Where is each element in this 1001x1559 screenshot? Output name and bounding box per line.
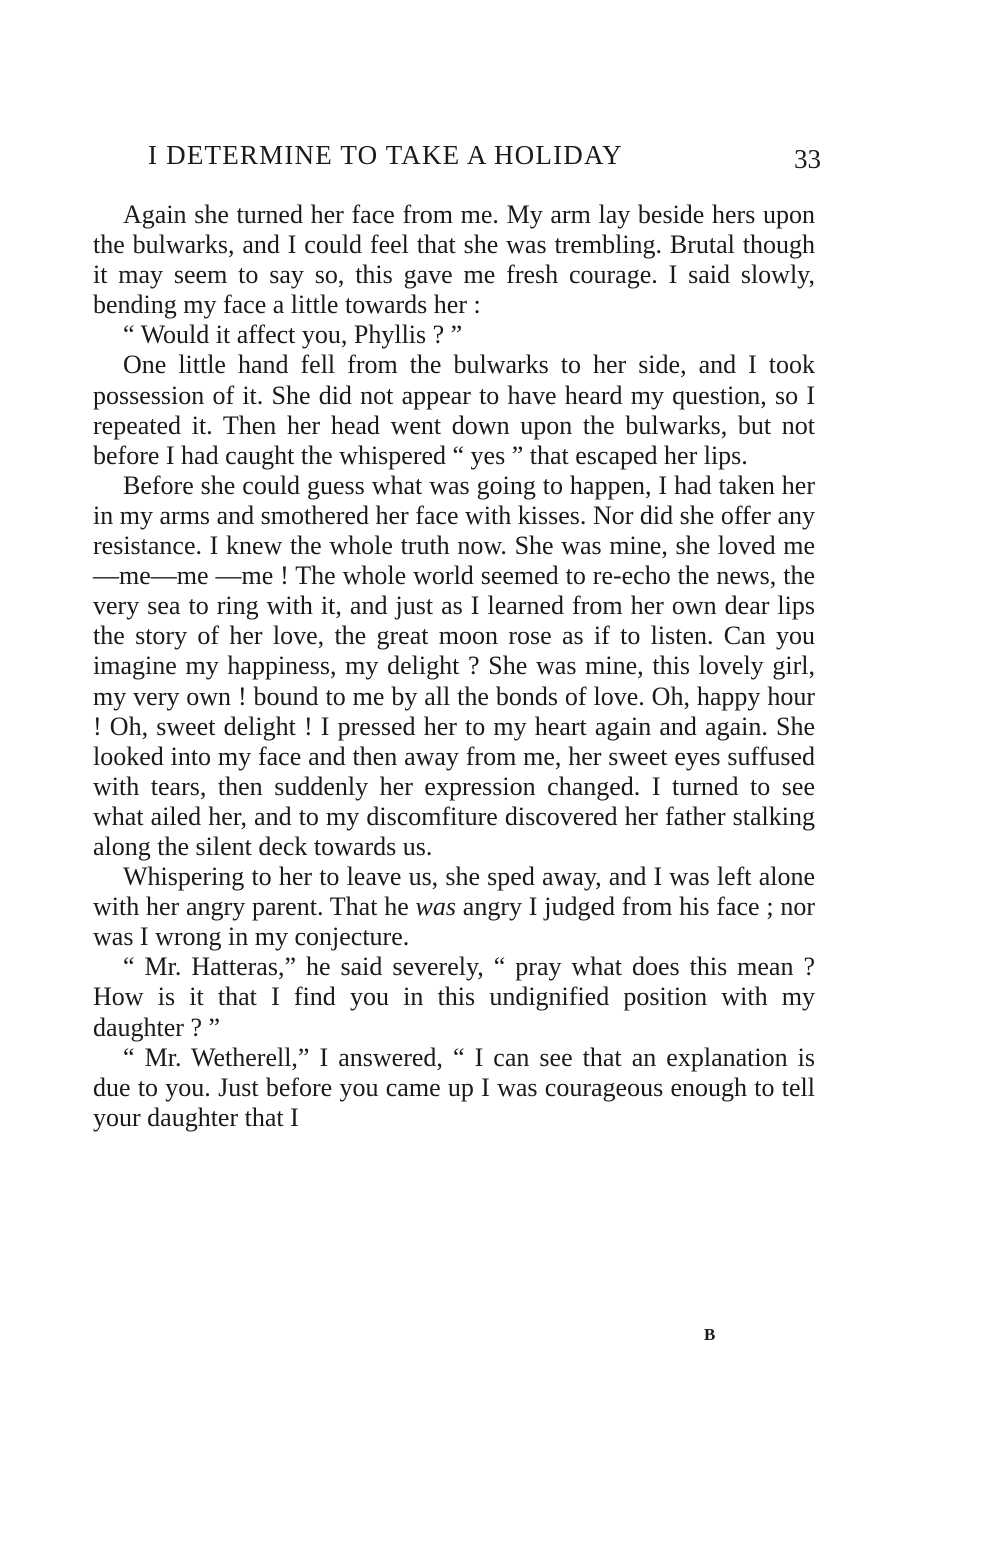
body-text <box>93 200 815 1133</box>
signature-mark: B <box>704 1325 716 1344</box>
paragraph: Again she turned her face from me. My arm lay beside hers upon the bulwarks, and I could feel that she was trembling. Brutal though it may seem to say so, this gave me fresh courage. I said slowly, bending my face a little towards her : <box>93 200 815 320</box>
paragraph: “ Mr. Wetherell,” I answered, “ I can see that an explanation is due to you. Just before you came up I was courageous enough to tell your daughter that I <box>93 1042 815 1132</box>
paragraph: “ Would it affect you, Phyllis ? ” <box>123 320 463 350</box>
paragraph: One little hand fell from the bulwarks to her side, and I took possession of it. She did not appear to have heard my question, so I repeated it. Then her head went down upon the bulwarks, but not before I had caught the whispered “ yes ” that escaped her lips. <box>93 350 815 470</box>
paragraph-text: Whispering to her to leave us, she sped away, and I was left alone with her angry parent. That he <box>93 862 815 922</box>
paragraph-text: angry I judged from his face ; nor was I wrong in my conjecture. <box>93 892 815 952</box>
page-number: 33 <box>794 144 821 174</box>
emphasized-word: was <box>415 892 457 922</box>
paragraph <box>93 862 815 952</box>
paragraph: “ Mr. Hatteras,” he said severely, “ pray what does this mean ? How is it that I find you in this undignified position with my daughter ? ” <box>93 952 815 1042</box>
paragraph: Before she could guess what was going to happen, I had taken her in my arms and smothered her face with kisses. Nor did she offer any resistance. I knew the whole truth now. She was mine, she loved me—me—me —me ! The whole world seemed to re-echo the news, the very sea to ring with it, and just as I learned from her own dear lips the story of her love, the great moon rose as if to listen. Can you imagine my happiness, my delight ? She was mine, this lovely girl, my very own ! bound to me by all the bonds of love. Oh, happy hour ! Oh, sweet delight ! I pressed her to my heart again and again. She looked into my face and then away from me, her sweet eyes suffused with tears, then suddenly her expression changed. I turned to see what ailed her, and to my discomfiture discovered her father stalking along the silent deck towards us. <box>93 470 815 861</box>
running-title: I DETERMINE TO TAKE A HOLIDAY <box>148 140 623 170</box>
page-header <box>93 140 821 180</box>
